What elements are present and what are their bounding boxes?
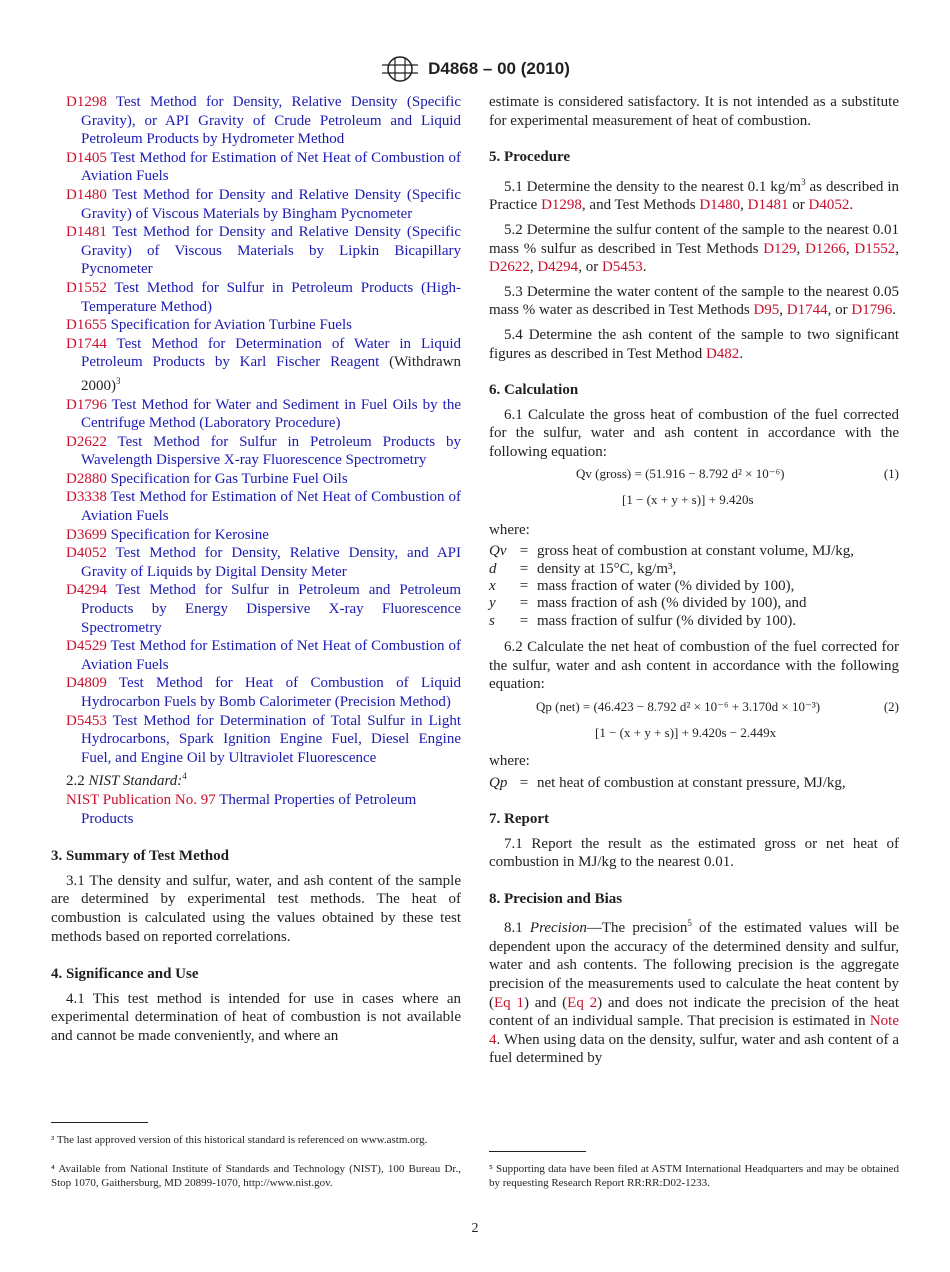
reference-code[interactable]: D1655 <box>66 317 107 334</box>
equation-2-line-1: Qp (net) = (46.423 − 8.792 d² × 10⁻⁶ + 3.170d × 10⁻³) (2) <box>489 698 899 720</box>
reference-code[interactable]: D4529 <box>66 638 107 655</box>
reference-item[interactable] <box>51 396 461 433</box>
definition-sym: Qv <box>489 543 507 560</box>
equation-2-line-2: [1 − (x + y + s)] + 9.420s − 2.449x <box>595 724 777 740</box>
link-d129[interactable]: D129 <box>763 240 797 257</box>
reference-code[interactable]: D4809 <box>66 675 107 692</box>
definition-sym: y <box>489 595 496 612</box>
definition-eq: = <box>519 774 529 791</box>
reference-title[interactable]: Test Method for Density, Relative Density (Specific Gravity), or API Gravity of Crude Petroleum and Liquid Petroleum Products by Hydrometer Method <box>81 94 461 148</box>
link-d1744[interactable]: D1744 <box>786 302 828 319</box>
reference-title[interactable]: Test Method for Estimation of Net Heat of Combustion of Aviation Fuels <box>81 149 461 185</box>
reference-code[interactable]: D3338 <box>66 489 107 506</box>
reference-item[interactable] <box>51 488 461 525</box>
definition-desc: mass fraction of sulfur (% divided by 100). <box>537 612 797 629</box>
reference-code[interactable]: D1298 <box>66 94 107 110</box>
link-d1266[interactable]: D1266 <box>805 240 846 257</box>
reference-title[interactable]: Test Method for Heat of Combustion of Liquid Hydrocarbon Fuels by Bomb Calorimeter (Precision Method) <box>81 675 461 710</box>
reference-title[interactable]: Test Method for Determination of Total Sulfur in Light Hydrocarbons, Spark Ignition Engine Fuel, Diesel Engine Fuel, and Engine Oil by Ultraviolet Fluorescence <box>81 712 461 766</box>
reference-code[interactable]: D4052 <box>66 545 107 562</box>
link-d4294[interactable]: D4294 <box>537 259 579 276</box>
section-3-para: 3.1 The density and sulfur, water, and ash content of the sample are determined by experimental test methods. The heat of combustion is calculated using the values obtained by these test methods based on reported correlations. <box>51 872 461 945</box>
section-6-title: 6. Calculation <box>489 382 579 399</box>
reference-title[interactable]: Specification for Kerosine <box>106 526 269 543</box>
definition-sym: d <box>489 560 497 577</box>
equation-1-line-1: Qv (gross) = (51.916 − 8.792 d² × 10⁻⁶) (1) <box>489 465 899 487</box>
reference-code[interactable]: D5453 <box>66 712 107 729</box>
footnote-divider <box>51 1122 148 1123</box>
equation-1-number: (1) <box>883 465 899 481</box>
reference-title[interactable]: Test Method for Determination of Water in Liquid Petroleum Products by Karl Fischer Reagent <box>81 335 461 371</box>
reference-code[interactable]: D1744 <box>66 335 107 352</box>
footnote-4: ⁴ Available from National Institute of Standards and Technology (NIST), 100 Bureau Dr., Stop 1070, Gaithersburg, MD 20899-1070, http://www.nist.gov. <box>51 1163 461 1189</box>
reference-code[interactable]: D2880 <box>66 470 107 487</box>
nist-reference[interactable]: NIST Publication No. 97 Thermal Properties of Petroleum Products <box>66 791 417 827</box>
link-eq-2[interactable]: Eq 2 <box>567 994 598 1011</box>
reference-title[interactable]: Test Method for Density and Relative Density (Specific Gravity) of Viscous Materials by Bingham Pycnometer <box>81 186 461 222</box>
para-5-2: 5.2 Determine the sulfur content of the sample to the nearest 0.01 mass % sulfur as described in Test Methods D129, D1266, D1552, D2622, D4294, or D5453. <box>489 221 900 276</box>
reference-title[interactable]: Test Method for Sulfur in Petroleum and Petroleum Products by Energy Dispersive X-ray Fluorescence Spectrometry <box>81 582 461 636</box>
definition-eq: = <box>519 543 529 560</box>
reference-item[interactable] <box>51 316 461 335</box>
para-5-3: 5.3 Determine the water content of the sample to the nearest 0.05 mass % water as described in Test Methods D95, D1744, or D1796. <box>489 283 899 319</box>
definition-eq: = <box>519 595 529 612</box>
section-7-title: 7. Report <box>489 810 549 827</box>
definition-desc: gross heat of combustion at constant volume, MJ/kg, <box>537 543 855 560</box>
section-5-title: 5. Procedure <box>489 149 571 166</box>
reference-code[interactable]: D2622 <box>66 433 107 450</box>
section-8-title: 8. Precision and Bias <box>489 890 623 907</box>
definition-desc: net heat of combustion at constant pressure, MJ/kg, <box>537 774 846 791</box>
link-d1481[interactable]: D1481 <box>747 197 789 214</box>
reference-item[interactable] <box>51 223 461 279</box>
reference-item[interactable] <box>51 526 461 545</box>
equation-2-number: (2) <box>883 698 899 714</box>
link-d482[interactable]: D482 <box>705 345 740 362</box>
definition-row <box>489 561 854 578</box>
definition-row <box>489 578 854 595</box>
para-8-1: 8.1 Precision—The precision$^5$ of the estimated values will be dependent upon the accuracy of the determined density and sulfur, water and ash contents. The following precision is the aggregate precision of the measurements used to calculate the heat content by (Eq 1) and (Eq 2) and does not indicate the precision of the heat content of an individual sample. That precision is estimated in Note 4. When using data on the density, sulfur, water and ash content of a fuel determined by <box>489 918 899 1067</box>
section-4-continued: estimate is considered satisfactory. It is not intended as a substitute for experimental measurement of heat of combustion. <box>489 94 899 129</box>
astm-logo-icon <box>380 54 420 84</box>
reference-title[interactable]: Test Method for Sulfur in Petroleum Products by Wavelength Dispersive X-ray Fluorescence Spectrometry <box>81 433 461 469</box>
link-d5453[interactable]: D5453 <box>601 259 643 276</box>
reference-code[interactable]: D1796 <box>66 396 107 413</box>
reference-title[interactable]: Specification for Aviation Turbine Fuels <box>106 317 352 334</box>
document-id: D4868 – 00 (2010) <box>428 59 570 78</box>
reference-title[interactable]: Test Method for Density and Relative Density (Specific Gravity) of Viscous Materials by Lipkin Bicapillary Pycnometer <box>81 224 461 278</box>
link-eq-1[interactable]: Eq 1 <box>494 994 524 1011</box>
section-4-title: 4. Significance and Use <box>51 966 199 983</box>
reference-code[interactable]: D1405 <box>66 149 107 166</box>
definition-row <box>489 775 846 792</box>
definition-eq: = <box>519 612 529 629</box>
equation-1-line-2: [1 − (x + y + s)] + 9.420s <box>622 491 754 507</box>
reference-item[interactable] <box>51 186 461 223</box>
reference-title[interactable]: Test Method for Sulfur in Petroleum Products (High-Temperature Method) <box>81 279 461 315</box>
link-d1796[interactable]: D1796 <box>851 302 893 319</box>
page-header <box>0 54 950 84</box>
reference-title[interactable]: Test Method for Water and Sediment in Fuel Oils by the Centrifuge Method (Laboratory Procedure) <box>81 396 461 432</box>
reference-item[interactable] <box>51 637 461 674</box>
reference-item[interactable] <box>51 674 461 711</box>
page-number: 2 <box>471 1221 479 1236</box>
para-6-1: 6.1 Calculate the gross heat of combustion of the fuel corrected for the sulfur, water and ash content in accordance with the following equation: <box>489 406 899 460</box>
reference-code[interactable]: D1552 <box>66 279 107 296</box>
definition-row <box>489 543 854 560</box>
link-d1298[interactable]: D1298 <box>541 197 582 214</box>
link-d1480[interactable]: D1480 <box>699 197 741 214</box>
para-5-4: 5.4 Determine the ash content of the sample to two significant figures as described in Test Method D482. <box>489 326 899 362</box>
section-4-para: 4.1 This test method is intended for use in cases where an experimental determination of heat of combustion is not available and cannot be made conveniently, and where an <box>51 990 461 1044</box>
definition-row <box>489 595 854 612</box>
definitions-table-2 <box>489 775 846 792</box>
reference-list <box>51 93 461 767</box>
where-label-2: where: <box>489 752 530 769</box>
para-6-2: 6.2 Calculate the net heat of combustion of the fuel corrected for the sulfur, water and ash content in accordance with the following equation: <box>489 639 899 693</box>
definition-sym: s <box>489 612 495 629</box>
definition-desc: mass fraction of water (% divided by 100), <box>537 577 795 594</box>
reference-item[interactable] <box>51 712 461 768</box>
reference-title[interactable]: Test Method for Density, Relative Density, and API Gravity of Liquids by Digital Density Meter <box>81 545 461 580</box>
link-note-4[interactable]: Note 4 <box>489 1013 899 1048</box>
reference-item[interactable] <box>51 581 461 637</box>
reference-code[interactable]: D3699 <box>66 526 107 543</box>
definition-row <box>489 613 854 630</box>
definition-sym: x <box>489 577 496 594</box>
footnote-5: ⁵ Supporting data have been filed at ASTM International Headquarters and may be obtained by requesting Research Report RR:RR:D02-1233. <box>489 1163 899 1189</box>
definition-sym: Qp <box>489 774 508 791</box>
reference-item[interactable] <box>51 470 461 489</box>
definition-eq: = <box>519 560 529 577</box>
section-3-title: 3. Summary of Test Method <box>51 848 229 865</box>
reference-item[interactable] <box>51 279 461 316</box>
reference-title[interactable]: Test Method for Estimation of Net Heat of Combustion of Aviation Fuels <box>81 638 461 673</box>
reference-item[interactable] <box>51 433 461 470</box>
footnote-marker: 3 <box>116 375 121 386</box>
link-d4052[interactable]: D4052 <box>808 197 850 214</box>
reference-item[interactable] <box>51 149 461 186</box>
reference-code[interactable]: D1480 <box>66 186 107 203</box>
reference-item[interactable] <box>51 544 461 581</box>
reference-title[interactable]: Test Method for Estimation of Net Heat of Combustion of Aviation Fuels <box>81 489 461 525</box>
link-d2622[interactable]: D2622 <box>489 259 530 276</box>
definitions-table-1 <box>489 543 854 630</box>
reference-code[interactable]: D1481 <box>66 224 107 241</box>
reference-withdrawn-note: (Withdrawn 2000) <box>81 354 461 394</box>
definition-desc: mass fraction of ash (% divided by 100), and <box>537 595 807 612</box>
nist-heading: 2.2 NIST Standard:$^4$ <box>66 771 187 790</box>
reference-title[interactable]: Specification for Gas Turbine Fuel Oils <box>106 470 348 487</box>
definition-eq: = <box>519 577 529 594</box>
para-7-1: 7.1 Report the result as the estimated gross or net heat of combustion in MJ/kg to the nearest 0.01. <box>489 835 899 871</box>
right-column <box>489 93 899 1068</box>
footnote-3: ³ The last approved version of this historical standard is referenced on www.astm.org. <box>51 1134 428 1146</box>
link-d1552[interactable]: D1552 <box>854 240 896 257</box>
reference-code[interactable]: D4294 <box>66 582 107 599</box>
link-d95[interactable]: D95 <box>753 302 780 319</box>
definition-desc: density at 15°C, kg/m³, <box>537 560 677 577</box>
reference-item[interactable] <box>51 93 461 149</box>
left-column <box>51 93 461 1046</box>
reference-item[interactable] <box>51 335 461 396</box>
para-5-1: 5.1 Determine the density to the nearest 0.1 $kg/m^3$ as described in Practice D1298, and Test Methods D1480, D1481 or D4052. <box>489 176 899 214</box>
footnote-divider-right <box>489 1151 586 1152</box>
where-label-1: where: <box>489 521 530 538</box>
